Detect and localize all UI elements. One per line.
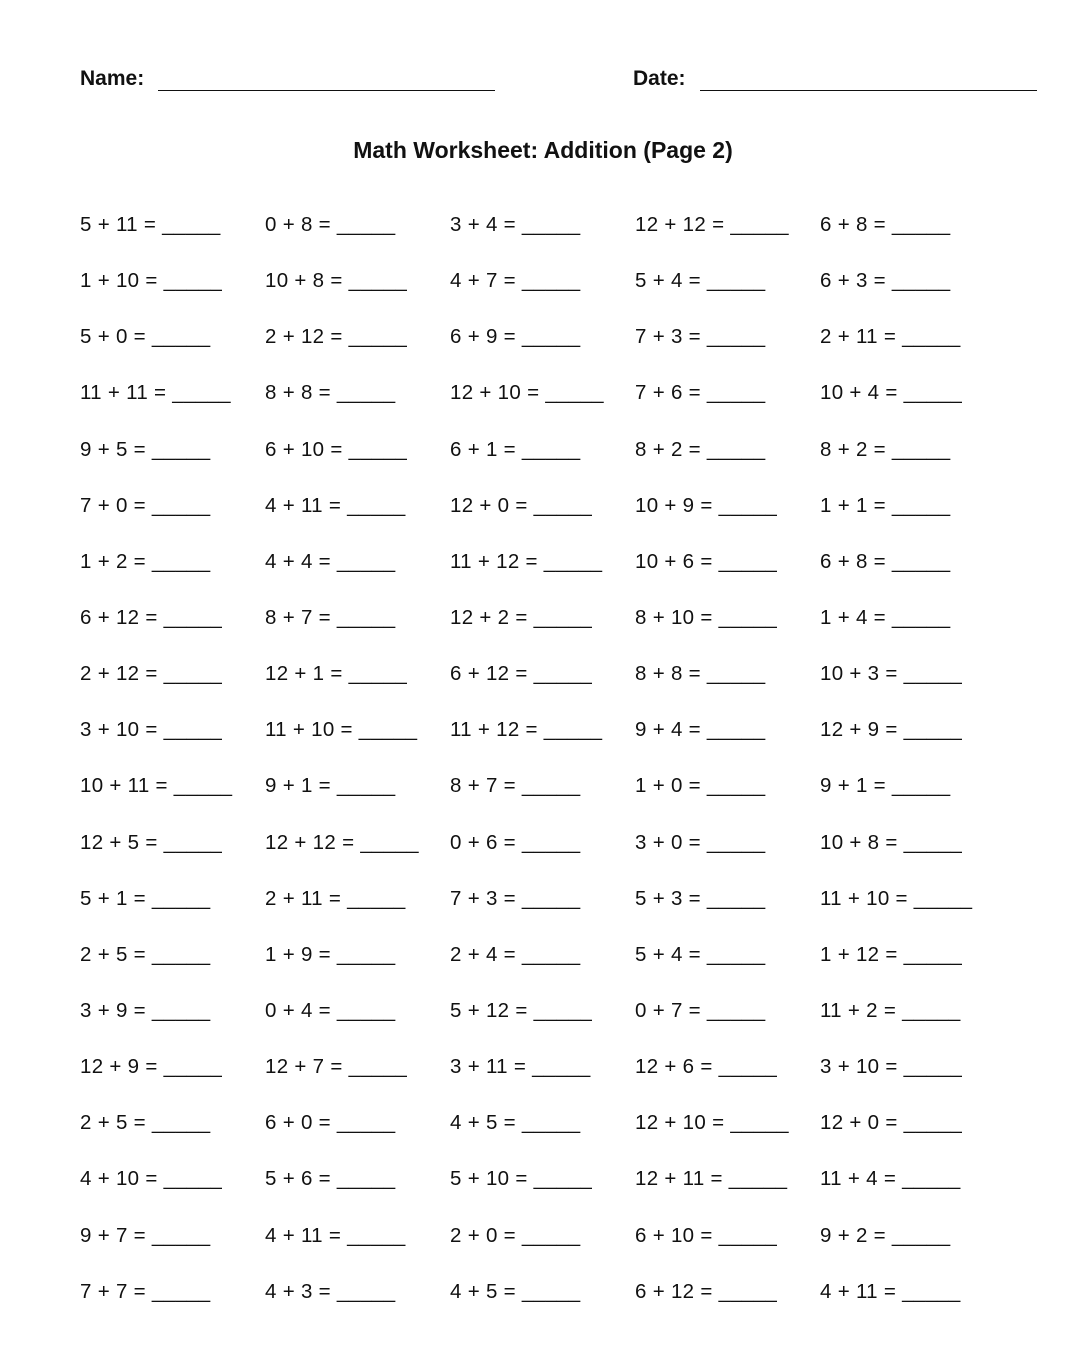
addition-problem: 6 + 9 = _____	[450, 325, 581, 349]
addition-problem: 5 + 4 = _____	[635, 942, 766, 966]
addition-problem: 10 + 9 = _____	[635, 493, 778, 517]
addition-problem: 2 + 5 = _____	[80, 1111, 211, 1135]
addition-problem: 5 + 3 = _____	[635, 886, 766, 910]
addition-problem: 10 + 4 = _____	[820, 381, 963, 405]
addition-problem: 11 + 10 = _____	[265, 718, 418, 742]
addition-problem: 12 + 10 = _____	[450, 381, 604, 405]
name-field	[80, 66, 495, 91]
addition-problem: 1 + 2 = _____	[80, 549, 211, 573]
addition-problem: 10 + 8 = _____	[820, 830, 963, 854]
addition-problem: 4 + 3 = _____	[265, 1279, 396, 1303]
addition-problem: 7 + 0 = _____	[80, 493, 211, 517]
addition-problem: 4 + 11 = _____	[265, 493, 406, 517]
addition-problem: 2 + 12 = _____	[265, 325, 408, 349]
addition-problem: 6 + 0 = _____	[265, 1111, 396, 1135]
addition-problem: 1 + 10 = _____	[80, 269, 223, 293]
addition-problem: 8 + 7 = _____	[450, 774, 581, 798]
addition-problem: 7 + 6 = _____	[635, 381, 766, 405]
addition-problem: 6 + 8 = _____	[820, 213, 951, 236]
addition-problem: 4 + 7 = _____	[450, 269, 581, 293]
addition-problem: 4 + 5 = _____	[450, 1111, 581, 1135]
addition-problem: 12 + 9 = _____	[820, 718, 963, 742]
date-field	[633, 66, 1037, 91]
problem-grid	[80, 211, 1005, 1334]
date-blank-line[interactable]	[700, 66, 1037, 91]
worksheet-title: Math Worksheet: Addition (Page 2)	[353, 137, 733, 163]
addition-problem: 9 + 2 = _____	[820, 1223, 951, 1247]
addition-problem: 9 + 1 = _____	[820, 774, 951, 798]
addition-problem: 10 + 11 = _____	[80, 774, 233, 798]
addition-problem: 3 + 0 = _____	[635, 830, 766, 854]
addition-problem: 3 + 9 = _____	[80, 998, 211, 1022]
addition-problem: 10 + 3 = _____	[820, 662, 963, 686]
addition-problem: 5 + 11 = _____	[80, 213, 221, 236]
addition-problem: 0 + 6 = _____	[450, 830, 581, 854]
addition-problem: 2 + 12 = _____	[80, 662, 223, 686]
addition-problem: 1 + 0 = _____	[635, 774, 766, 798]
addition-problem: 9 + 1 = _____	[265, 774, 396, 798]
addition-problem: 11 + 10 = _____	[820, 886, 973, 910]
addition-problem: 3 + 4 = _____	[450, 213, 581, 236]
addition-problem: 3 + 10 = _____	[820, 1055, 963, 1079]
addition-problem: 12 + 12 = _____	[265, 830, 419, 854]
addition-problem: 9 + 4 = _____	[635, 718, 766, 742]
addition-problem: 6 + 10 = _____	[635, 1223, 778, 1247]
date-label: Date:	[633, 67, 686, 90]
addition-problem: 1 + 4 = _____	[820, 605, 951, 629]
addition-problem: 0 + 4 = _____	[265, 998, 396, 1022]
addition-problem: 2 + 0 = _____	[450, 1223, 581, 1247]
addition-problem: 11 + 12 = _____	[450, 718, 603, 742]
addition-problem: 5 + 0 = _____	[80, 325, 211, 349]
addition-problem: 12 + 7 = _____	[265, 1055, 408, 1079]
addition-problem: 12 + 11 = _____	[635, 1167, 788, 1191]
addition-problem: 8 + 8 = _____	[265, 381, 396, 405]
addition-problem: 8 + 10 = _____	[635, 605, 778, 629]
addition-problem: 11 + 11 = _____	[80, 381, 231, 405]
addition-problem: 2 + 11 = _____	[265, 886, 406, 910]
addition-problem: 2 + 11 = _____	[820, 325, 961, 349]
name-label: Name:	[80, 67, 145, 90]
addition-problem: 4 + 11 = _____	[820, 1279, 961, 1303]
addition-problem: 12 + 1 = _____	[265, 662, 408, 686]
addition-problem: 1 + 9 = _____	[265, 942, 396, 966]
addition-problem: 8 + 7 = _____	[265, 605, 396, 629]
addition-problem: 10 + 6 = _____	[635, 549, 778, 573]
addition-problem: 3 + 11 = _____	[450, 1055, 591, 1079]
addition-problem: 4 + 5 = _____	[450, 1279, 581, 1303]
addition-problem: 12 + 0 = _____	[450, 493, 593, 517]
addition-problem: 5 + 4 = _____	[635, 269, 766, 293]
addition-problem: 3 + 10 = _____	[80, 718, 223, 742]
addition-problem: 12 + 9 = _____	[80, 1055, 223, 1079]
addition-problem: 6 + 10 = _____	[265, 437, 408, 461]
addition-problem: 11 + 2 = _____	[820, 998, 961, 1022]
addition-problem: 11 + 4 = _____	[820, 1167, 961, 1191]
addition-problem: 1 + 1 = _____	[820, 493, 951, 517]
addition-problem: 12 + 6 = _____	[635, 1055, 778, 1079]
addition-problem: 5 + 1 = _____	[80, 886, 211, 910]
addition-problem: 12 + 12 = _____	[635, 213, 789, 236]
addition-problem: 4 + 11 = _____	[265, 1223, 406, 1247]
addition-problem: 7 + 3 = _____	[450, 886, 581, 910]
addition-problem: 12 + 10 = _____	[635, 1111, 789, 1135]
name-blank-line[interactable]	[158, 66, 495, 91]
addition-problem: 5 + 6 = _____	[265, 1167, 396, 1191]
addition-problem: 6 + 1 = _____	[450, 437, 581, 461]
addition-problem: 5 + 10 = _____	[450, 1167, 593, 1191]
addition-problem: 2 + 5 = _____	[80, 942, 211, 966]
addition-problem: 11 + 12 = _____	[450, 549, 603, 573]
addition-problem: 1 + 12 = _____	[820, 942, 963, 966]
addition-problem: 6 + 12 = _____	[80, 605, 223, 629]
addition-problem: 0 + 8 = _____	[265, 213, 396, 236]
addition-problem: 7 + 7 = _____	[80, 1279, 211, 1303]
addition-problem: 12 + 0 = _____	[820, 1111, 963, 1135]
addition-problem: 9 + 7 = _____	[80, 1223, 211, 1247]
addition-problem: 2 + 4 = _____	[450, 942, 581, 966]
addition-problem: 6 + 12 = _____	[450, 662, 593, 686]
addition-problem: 12 + 5 = _____	[80, 830, 223, 854]
addition-problem: 4 + 10 = _____	[80, 1167, 223, 1191]
addition-problem: 8 + 2 = _____	[820, 437, 951, 461]
addition-problem: 12 + 2 = _____	[450, 605, 593, 629]
addition-problem: 6 + 12 = _____	[635, 1279, 778, 1303]
addition-problem: 10 + 8 = _____	[265, 269, 408, 293]
addition-problem: 0 + 7 = _____	[635, 998, 766, 1022]
addition-problem: 6 + 3 = _____	[820, 269, 951, 293]
addition-problem: 9 + 5 = _____	[80, 437, 211, 461]
addition-problem: 8 + 2 = _____	[635, 437, 766, 461]
addition-problem: 6 + 8 = _____	[820, 549, 951, 573]
addition-problem: 4 + 4 = _____	[265, 549, 396, 573]
addition-problem: 5 + 12 = _____	[450, 998, 593, 1022]
addition-problem: 8 + 8 = _____	[635, 662, 766, 686]
addition-problem: 7 + 3 = _____	[635, 325, 766, 349]
